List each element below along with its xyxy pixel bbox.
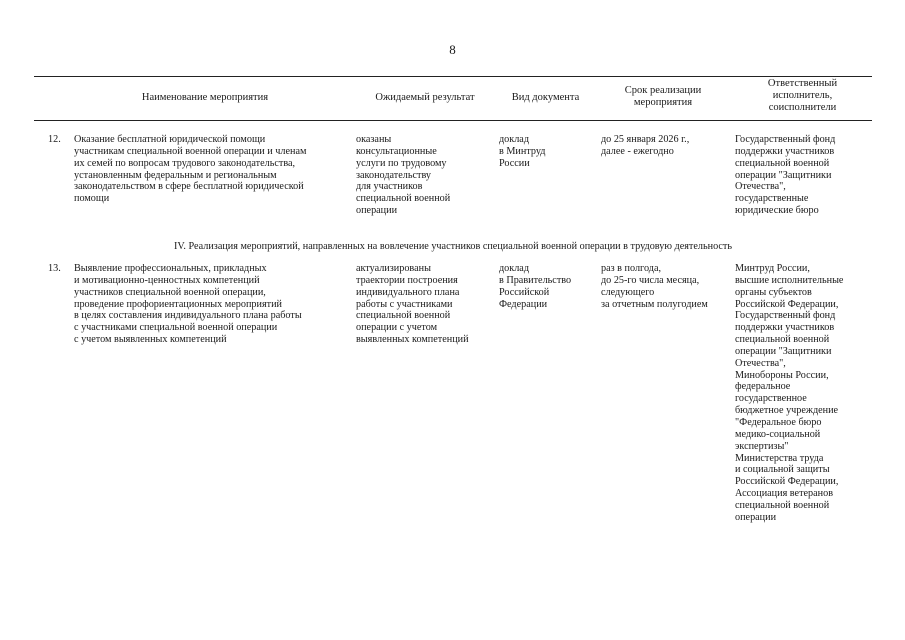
table-header-rule (34, 120, 872, 121)
row-doc-type: доклад в Правительство Российской Федерации (499, 263, 572, 310)
row-doc-type: доклад в Минтруд России (499, 134, 546, 169)
row-name: Оказание бесплатной юридической помощи участникам специальной военной операции и членам их семей по вопросам трудового законодательства, установленным федеральным и региональным законодательством в сфере бесплатной юридической помощи (74, 134, 307, 205)
row-deadline: до 25 января 2026 г., далее - ежегодно (601, 134, 690, 157)
page-number: 8 (449, 42, 456, 57)
header-name: Наименование мероприятия (141, 92, 269, 103)
table-top-rule (34, 76, 872, 77)
header-responsible: Ответственный исполнитель, соисполнители (767, 78, 838, 113)
row-name: Выявление профессиональных, прикладных и мотивационно-ценностных компетенций участников специальной военной операции, проведение профориентационных мероприятий в целях составления индивидуального плана работы с участниками специальной военной операции с учетом выявленных компетенций (74, 263, 302, 346)
section-heading: IV. Реализация мероприятий, направленных на вовлечение участников специальной военной операции в трудовую деятельность (173, 241, 733, 252)
row-deadline: раз в полгода, до 25-го числа месяца, следующего за отчетным полугодием (601, 263, 708, 310)
row-number: 13. (48, 263, 61, 274)
row-result: актуализированы траектории построения индивидуального плана работы с участниками специальной военной операции с учетом выявленных компетенций (356, 263, 469, 346)
row-responsible: Государственный фонд поддержки участников специальной военной операции "Защитники Отечества", государственные юридические бюро (735, 134, 836, 217)
row-number: 12. (48, 134, 61, 145)
header-doc-type: Вид документа (511, 92, 580, 103)
header-result: Ожидаемый результат (375, 92, 475, 103)
row-responsible: Минтруд России, высшие исполнительные органы субъектов Российской Федерации, Государственный фонд поддержки участников специальной военной операции "Защитники Отечества", Минобороны России, федеральное государственное бюджетное учреждение "Федеральное бюро медико-социальной экспертизы" Министерства труда и социальной защиты Российской Федерации, Ассоциация ветеранов специальной военной операции (735, 263, 844, 523)
row-result: оказаны консультационные услуги по трудовому законодательству для участников специальной военной операции (356, 134, 451, 217)
header-deadline: Срок реализации мероприятия (624, 85, 702, 108)
